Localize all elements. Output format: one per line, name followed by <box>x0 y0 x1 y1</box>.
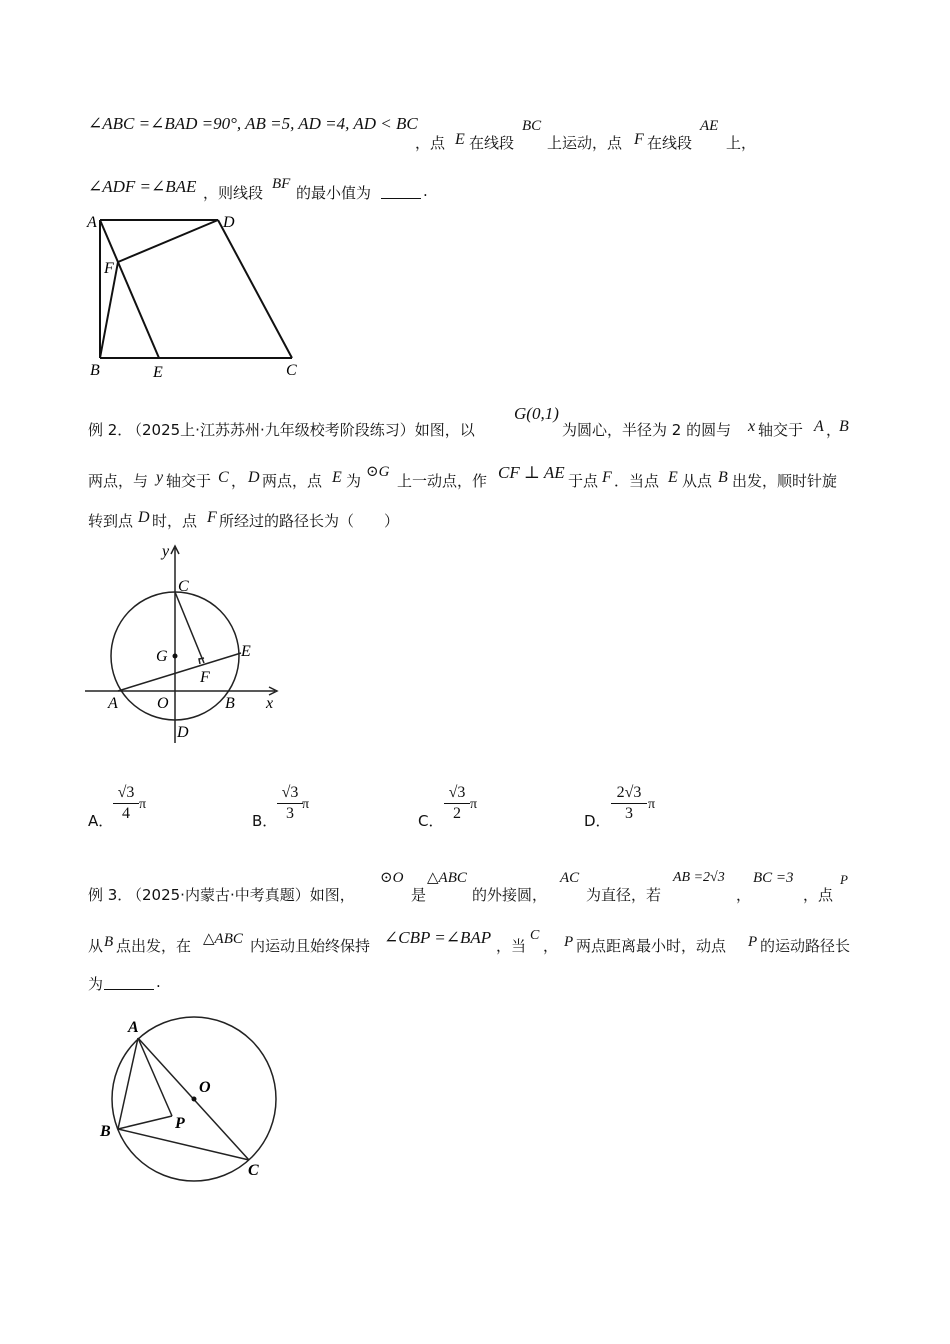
label-b: B <box>90 362 100 379</box>
example2-point-b: B <box>718 469 728 486</box>
example2-x: x <box>748 418 756 435</box>
example3-text: ，当 <box>496 937 527 955</box>
example2-circle-g: ⊙G <box>366 464 390 480</box>
label-g: G <box>156 648 168 665</box>
example2-point-b: B <box>839 418 849 435</box>
example3-point-p: P <box>840 872 848 887</box>
example2-text: 上一动点，作 <box>397 472 488 490</box>
option-c-pi: π <box>470 797 478 812</box>
option-d-fraction[interactable] <box>611 784 647 823</box>
example2-text: 两点，与 <box>88 472 149 490</box>
example3-text: 为 <box>88 975 104 993</box>
example2-text: 所经过的路径长为（ ） <box>219 512 400 530</box>
segment-ab <box>118 1038 138 1129</box>
example1-text: ，则线段 <box>203 184 264 202</box>
example3-text: . <box>156 973 161 991</box>
option-d-letter[interactable]: D． <box>584 812 611 830</box>
label-d: D <box>177 724 189 741</box>
center-dot <box>192 1097 197 1102</box>
option-d-numerator: 2√3 <box>616 784 642 801</box>
option-a-denominator: 4 <box>122 805 130 822</box>
example3-triangle: △ABC <box>427 870 467 886</box>
segment-cf <box>175 592 204 663</box>
example3-text: ，点 <box>803 886 834 904</box>
option-c-letter[interactable]: C． <box>418 812 444 830</box>
label-o: O <box>157 695 169 712</box>
example1-point-e: E <box>455 131 465 148</box>
segment-bp <box>118 1116 172 1129</box>
label-a: A <box>128 1019 139 1036</box>
fraction-bar <box>444 803 470 804</box>
example2-point-c: C <box>218 469 229 486</box>
label-c: C <box>286 362 297 379</box>
example2-point-a: A <box>814 418 824 435</box>
example3-text: 两点距离最小时，动点 <box>576 937 727 955</box>
example3-text: ， <box>543 937 559 955</box>
example1-angle-condition: ∠ADF =∠BAE <box>88 177 197 196</box>
option-b-fraction[interactable] <box>277 784 303 823</box>
fraction-bar <box>113 803 139 804</box>
example2-text: ， <box>826 421 842 439</box>
label-y: y <box>162 543 170 560</box>
example2-text: 转到点 <box>88 512 134 530</box>
example2-center: G(0,1) <box>514 404 559 423</box>
example3-text: 是 <box>411 886 427 904</box>
example3-text: 从 <box>88 937 104 955</box>
example2-text: 两点，点 <box>262 472 323 490</box>
example2-perpendicular: CF ⊥ AE <box>498 463 565 482</box>
example2-text: 于点 <box>568 472 599 490</box>
label-f: F <box>104 260 114 277</box>
example3-text: 的运动路径长 <box>760 937 851 955</box>
example3-circle-figure <box>90 1012 290 1187</box>
example1-text: 上， <box>726 134 757 152</box>
example1-point-f: F <box>634 131 644 148</box>
example2-point-f: F <box>207 509 217 526</box>
example3-text: 内运动且始终保持 <box>250 937 371 955</box>
example1-trapezoid-figure <box>80 205 310 385</box>
option-b-denominator: 3 <box>286 805 294 822</box>
label-o: O <box>199 1079 211 1096</box>
example1-text: . <box>423 182 428 200</box>
answer-blank <box>104 975 154 990</box>
example1-text: 的最小值为 <box>296 184 372 202</box>
segment-ae <box>100 220 159 358</box>
label-f: F <box>200 669 210 686</box>
segment-dc <box>218 220 292 358</box>
example1-condition-math: ∠ABC =∠BAD =90°, AB =5, AD =4, AD < BC <box>88 114 418 133</box>
label-e: E <box>153 364 163 381</box>
example3-text: 点出发，在 <box>116 937 192 955</box>
example3-point-c: C <box>530 928 540 943</box>
example3-point-p: P <box>564 934 574 950</box>
label-p: P <box>175 1115 185 1132</box>
example3-triangle: △ABC <box>203 931 243 947</box>
option-b-numerator: √3 <box>281 784 299 801</box>
example2-point-e: E <box>668 469 678 486</box>
example2-point-d: D <box>138 509 150 526</box>
example2-text: 时，点 <box>152 512 198 530</box>
segment-ae <box>118 653 241 691</box>
example1-segment-ae: AE <box>700 118 719 134</box>
example1-segment-bf: BF <box>272 176 291 192</box>
example1-text: 在线段 <box>469 134 515 152</box>
example3-bc-length: BC =3 <box>753 870 794 886</box>
example2-text: 轴交于 <box>758 421 804 439</box>
option-a-numerator: √3 <box>117 784 135 801</box>
example1-text: 在线段 <box>647 134 693 152</box>
example3-segment-ac: AC <box>560 870 580 886</box>
label-a: A <box>87 214 97 231</box>
example2-text: 从点 <box>682 472 713 490</box>
example3-point-b: B <box>104 934 114 950</box>
option-b-letter[interactable]: B． <box>252 812 278 830</box>
option-c-denominator: 2 <box>453 805 461 822</box>
option-c-numerator: √3 <box>448 784 466 801</box>
example2-point-f: F <box>602 469 612 486</box>
segment-df <box>118 220 218 262</box>
example3-angle-condition: ∠CBP =∠BAP <box>384 928 492 947</box>
option-c-fraction[interactable] <box>444 784 470 823</box>
segment-ap <box>138 1038 172 1116</box>
fraction-bar <box>611 803 647 804</box>
example1-segment-bc: BC <box>522 118 542 134</box>
example2-circle-figure <box>80 536 290 751</box>
example1-text: ，点 <box>415 134 446 152</box>
option-a-letter[interactable]: A． <box>88 812 114 830</box>
answer-blank <box>381 184 421 199</box>
option-b-pi: π <box>302 797 310 812</box>
label-e: E <box>241 643 251 660</box>
example2-point-e: E <box>332 469 342 486</box>
example2-source: （2025上·江苏苏州·九年级校考阶段练习）如图，以 <box>127 421 475 439</box>
example2-y: y <box>156 469 164 486</box>
example3-circle-o: ⊙O <box>380 870 404 886</box>
label-c: C <box>178 578 189 595</box>
label-b: B <box>100 1123 111 1140</box>
label-b: B <box>225 695 235 712</box>
label-c: C <box>248 1162 259 1179</box>
option-d-pi: π <box>648 797 656 812</box>
example2-text: 为圆心，半径为 2 的圆与 <box>562 421 732 439</box>
example3-ab-length: AB =2√3 <box>673 870 725 885</box>
example2-text: ．当点 <box>614 472 660 490</box>
option-a-pi: π <box>139 797 147 812</box>
option-a-fraction[interactable] <box>113 784 139 823</box>
fraction-bar <box>277 803 303 804</box>
label-x: x <box>266 695 274 712</box>
example2-text: ， <box>231 472 247 490</box>
example3-prefix: 例 3． <box>88 886 133 904</box>
label-a: A <box>108 695 118 712</box>
example3-point-p: P <box>748 934 758 950</box>
label-d: D <box>223 214 235 231</box>
example2-text: 出发，顺时针旋 <box>732 472 838 490</box>
example3-text: 的外接圆， <box>472 886 548 904</box>
example2-point-d: D <box>248 469 260 486</box>
example3-source: （2025·内蒙古·中考真题）如图， <box>127 886 355 904</box>
option-d-denominator: 3 <box>625 805 633 822</box>
example2-text: 为 <box>346 472 362 490</box>
example2-prefix: 例 2． <box>88 421 133 439</box>
center-dot <box>173 654 178 659</box>
segment-bc <box>118 1129 249 1160</box>
example3-text: ， <box>736 886 752 904</box>
example2-text: 轴交于 <box>166 472 212 490</box>
example3-text: 为直径，若 <box>586 886 662 904</box>
example1-text: 上运动，点 <box>547 134 623 152</box>
